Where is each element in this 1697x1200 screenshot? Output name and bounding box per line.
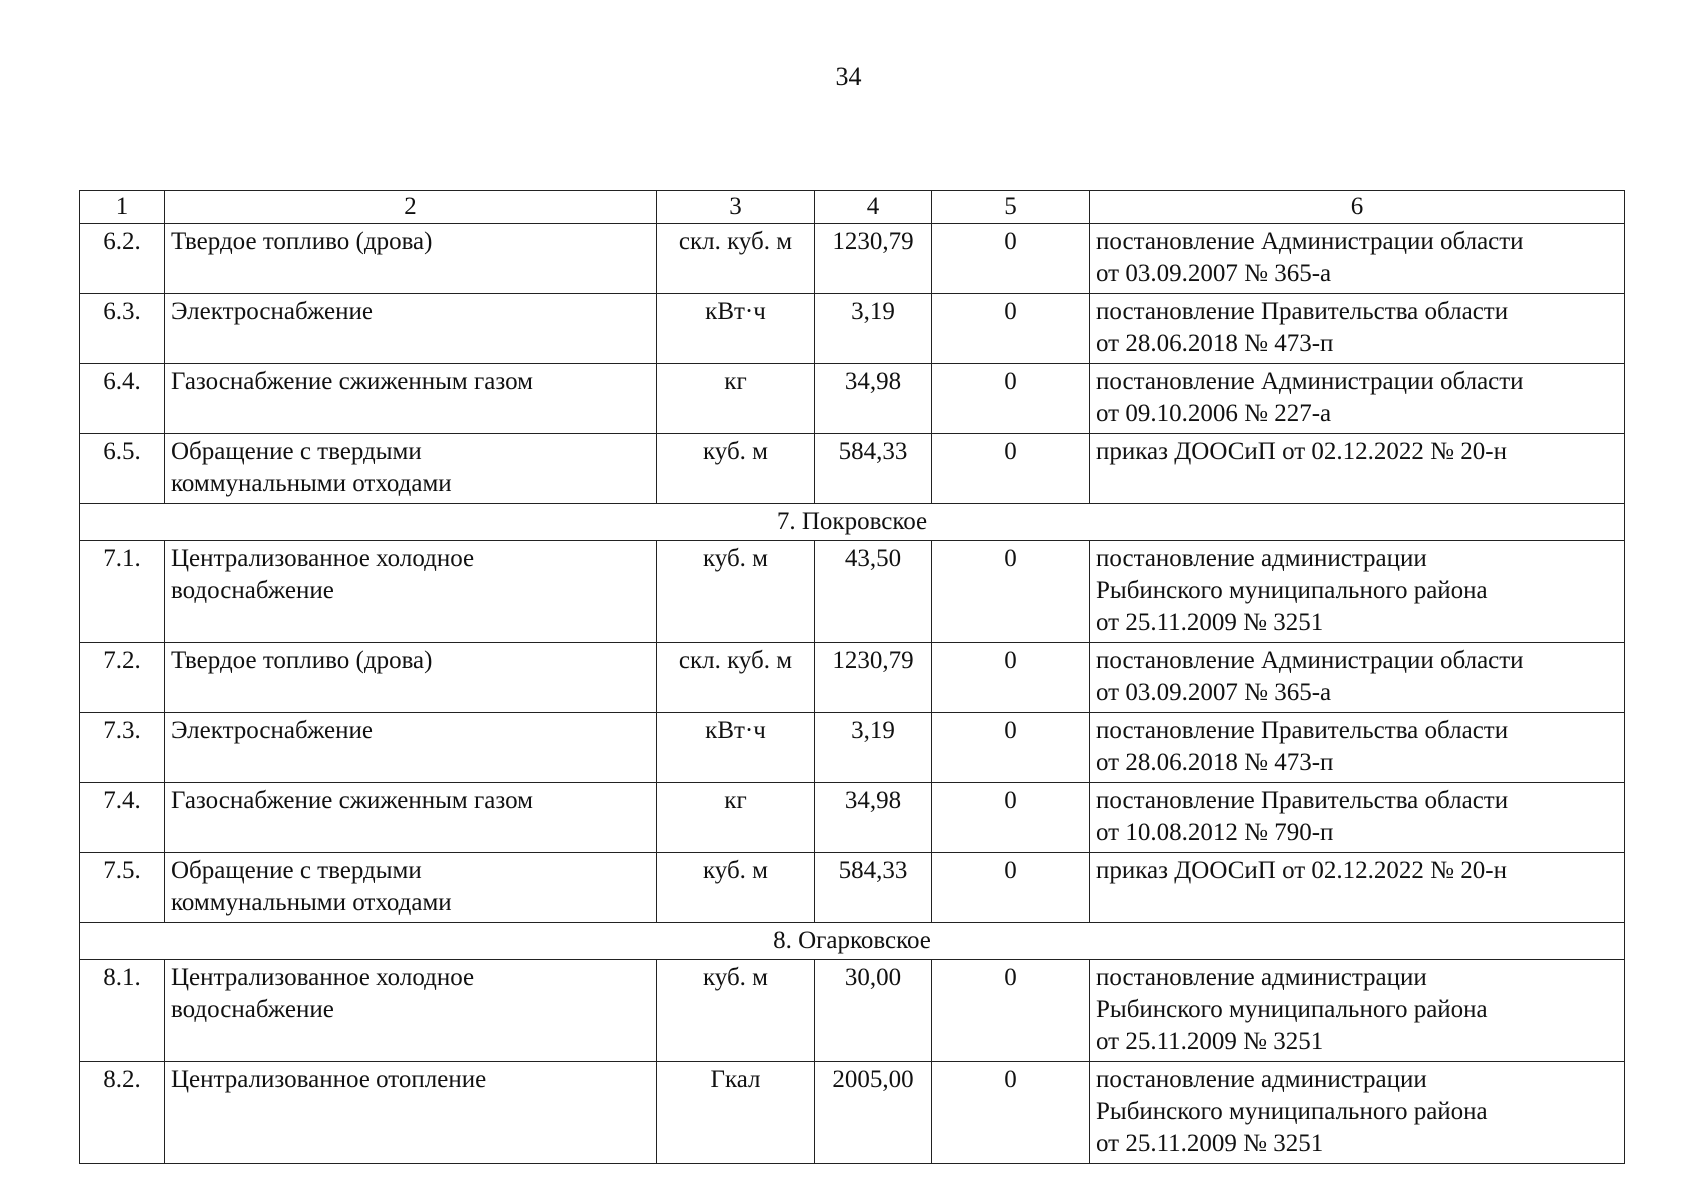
- table-row: [80, 541, 1625, 643]
- header-col-1: 1: [80, 191, 165, 224]
- table-header-row: [80, 191, 1625, 224]
- legal-basis: [1090, 853, 1625, 923]
- col5-cell: 0: [932, 1062, 1090, 1164]
- unit-cell: кВт·ч: [657, 294, 815, 364]
- table-row: [80, 1062, 1625, 1164]
- legal-basis-line: постановление Администрации области: [1096, 368, 1524, 395]
- service-name: [165, 224, 657, 294]
- table-body: [80, 224, 1625, 1164]
- col5-cell: 0: [932, 224, 1090, 294]
- legal-basis-line: от 28.06.2018 № 473-п: [1096, 330, 1334, 357]
- legal-basis-line: постановление администрации: [1096, 964, 1427, 991]
- value-cell: 3,19: [815, 294, 932, 364]
- table-row: [80, 960, 1625, 1062]
- unit-cell: куб. м: [657, 434, 815, 504]
- legal-basis-line: постановление администрации: [1096, 545, 1427, 572]
- legal-basis-line: постановление Правительства области: [1096, 787, 1509, 814]
- legal-basis-line: от 03.09.2007 № 365-а: [1096, 260, 1332, 287]
- header-col-4: 4: [815, 191, 932, 224]
- section-row: [80, 504, 1625, 541]
- service-name-line: Электроснабжение: [171, 717, 373, 744]
- legal-basis: [1090, 643, 1625, 713]
- section-row: [80, 923, 1625, 960]
- legal-basis-line: Рыбинского муниципального района: [1096, 1098, 1488, 1125]
- row-number: 7.1.: [80, 541, 165, 643]
- service-name: [165, 294, 657, 364]
- service-name: [165, 364, 657, 434]
- unit-cell: кг: [657, 364, 815, 434]
- col5-cell: 0: [932, 853, 1090, 923]
- value-cell: 1230,79: [815, 224, 932, 294]
- legal-basis-line: от 03.09.2007 № 365-а: [1096, 679, 1332, 706]
- legal-basis: [1090, 434, 1625, 504]
- service-name-line: Электроснабжение: [171, 298, 373, 325]
- service-name-line: Обращение с твердыми: [171, 438, 422, 465]
- legal-basis: [1090, 294, 1625, 364]
- table-row: [80, 294, 1625, 364]
- service-name-line: водоснабжение: [171, 577, 334, 604]
- col5-cell: 0: [932, 783, 1090, 853]
- value-cell: 3,19: [815, 713, 932, 783]
- row-number: 6.2.: [80, 224, 165, 294]
- service-name: [165, 541, 657, 643]
- service-name-line: Газоснабжение сжиженным газом: [171, 787, 533, 814]
- legal-basis: [1090, 713, 1625, 783]
- row-number: 7.2.: [80, 643, 165, 713]
- legal-basis-line: постановление администрации: [1096, 1066, 1427, 1093]
- table-row: [80, 853, 1625, 923]
- service-name-line: Твердое топливо (дрова): [171, 647, 433, 674]
- row-number: 7.4.: [80, 783, 165, 853]
- col5-cell: 0: [932, 364, 1090, 434]
- service-name: [165, 643, 657, 713]
- row-number: 8.1.: [80, 960, 165, 1062]
- service-name-line: Твердое топливо (дрова): [171, 228, 433, 255]
- service-name-line: Газоснабжение сжиженным газом: [171, 368, 533, 395]
- legal-basis-line: приказ ДООСиП от 02.12.2022 № 20-н: [1096, 857, 1507, 884]
- value-cell: 30,00: [815, 960, 932, 1062]
- header-col-5: 5: [932, 191, 1090, 224]
- service-name-line: Централизованное отопление: [171, 1066, 487, 1093]
- value-cell: 34,98: [815, 783, 932, 853]
- tariff-table: [79, 190, 1625, 1164]
- value-cell: 584,33: [815, 434, 932, 504]
- value-cell: 584,33: [815, 853, 932, 923]
- col5-cell: 0: [932, 434, 1090, 504]
- unit-cell: скл. куб. м: [657, 224, 815, 294]
- page-number: 34: [835, 62, 862, 91]
- legal-basis-line: от 25.11.2009 № 3251: [1096, 609, 1324, 636]
- service-name: [165, 960, 657, 1062]
- service-name-line: коммунальными отходами: [171, 889, 452, 916]
- row-number: 7.3.: [80, 713, 165, 783]
- row-number: 6.5.: [80, 434, 165, 504]
- legal-basis: [1090, 1062, 1625, 1164]
- unit-cell: скл. куб. м: [657, 643, 815, 713]
- value-cell: 34,98: [815, 364, 932, 434]
- service-name-line: Централизованное холодное: [171, 545, 475, 572]
- row-number: 7.5.: [80, 853, 165, 923]
- value-cell: 43,50: [815, 541, 932, 643]
- col5-cell: 0: [932, 541, 1090, 643]
- legal-basis-line: Рыбинского муниципального района: [1096, 577, 1488, 604]
- service-name: [165, 1062, 657, 1164]
- table-row: [80, 224, 1625, 294]
- value-cell: 2005,00: [815, 1062, 932, 1164]
- col5-cell: 0: [932, 960, 1090, 1062]
- unit-cell: куб. м: [657, 960, 815, 1062]
- legal-basis: [1090, 541, 1625, 643]
- legal-basis-line: от 10.08.2012 № 790-п: [1096, 819, 1334, 846]
- table-row: [80, 783, 1625, 853]
- legal-basis-line: постановление Администрации области: [1096, 228, 1524, 255]
- col5-cell: 0: [932, 294, 1090, 364]
- service-name-line: коммунальными отходами: [171, 470, 452, 497]
- service-name: [165, 713, 657, 783]
- unit-cell: куб. м: [657, 853, 815, 923]
- legal-basis-line: приказ ДООСиП от 02.12.2022 № 20-н: [1096, 438, 1507, 465]
- legal-basis-line: постановление Правительства области: [1096, 298, 1509, 325]
- service-name-line: Обращение с твердыми: [171, 857, 422, 884]
- table-row: [80, 713, 1625, 783]
- service-name: [165, 434, 657, 504]
- legal-basis-line: от 25.11.2009 № 3251: [1096, 1130, 1324, 1157]
- header-col-2: 2: [165, 191, 657, 224]
- section-title: 8. Огарковское: [80, 923, 1625, 960]
- legal-basis-line: от 28.06.2018 № 473-п: [1096, 749, 1334, 776]
- row-number: 6.3.: [80, 294, 165, 364]
- unit-cell: кг: [657, 783, 815, 853]
- col5-cell: 0: [932, 713, 1090, 783]
- unit-cell: куб. м: [657, 541, 815, 643]
- section-title: 7. Покровское: [80, 504, 1625, 541]
- legal-basis-line: постановление Правительства области: [1096, 717, 1509, 744]
- unit-cell: кВт·ч: [657, 713, 815, 783]
- legal-basis-line: от 25.11.2009 № 3251: [1096, 1028, 1324, 1055]
- table-row: [80, 434, 1625, 504]
- table-row: [80, 364, 1625, 434]
- service-name-line: Централизованное холодное: [171, 964, 475, 991]
- service-name-line: водоснабжение: [171, 996, 334, 1023]
- service-name: [165, 853, 657, 923]
- legal-basis: [1090, 224, 1625, 294]
- legal-basis: [1090, 960, 1625, 1062]
- service-name: [165, 783, 657, 853]
- header-col-6: 6: [1090, 191, 1625, 224]
- legal-basis-line: от 09.10.2006 № 227-а: [1096, 400, 1332, 427]
- col5-cell: 0: [932, 643, 1090, 713]
- row-number: 8.2.: [80, 1062, 165, 1164]
- row-number: 6.4.: [80, 364, 165, 434]
- legal-basis: [1090, 783, 1625, 853]
- legal-basis-line: Рыбинского муниципального района: [1096, 996, 1488, 1023]
- legal-basis-line: постановление Администрации области: [1096, 647, 1524, 674]
- header-col-3: 3: [657, 191, 815, 224]
- table-row: [80, 643, 1625, 713]
- unit-cell: Гкал: [657, 1062, 815, 1164]
- legal-basis: [1090, 364, 1625, 434]
- value-cell: 1230,79: [815, 643, 932, 713]
